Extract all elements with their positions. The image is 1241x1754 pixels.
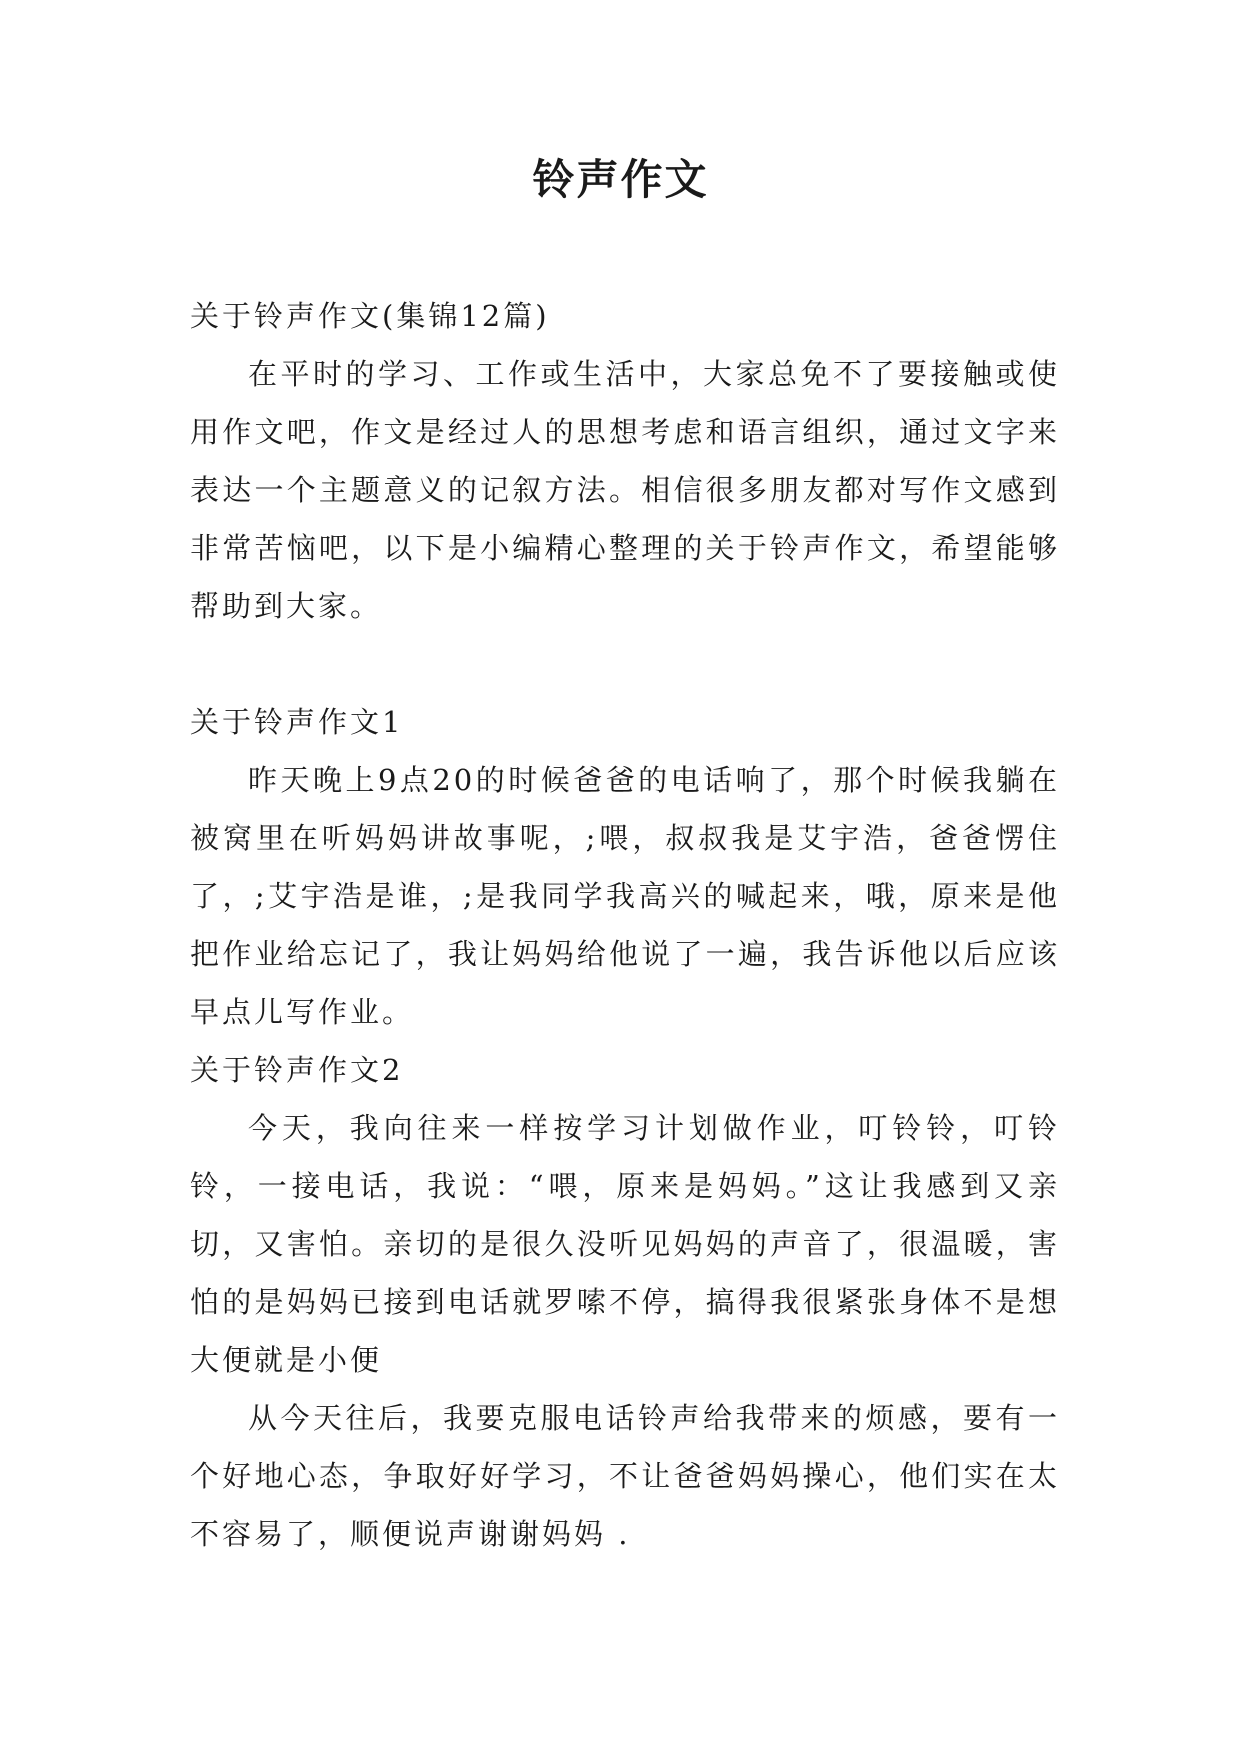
document-body (190, 287, 1060, 1563)
section-1-paragraph-1: 昨天晚上9点20的时候爸爸的电话响了，那个时候我躺在被窝里在听妈妈讲故事呢，;喂，叔叔我是艾宇浩，爸爸愣住了，;艾宇浩是谁，;是我同学我高兴的喊起来，哦，原来是他把作业给忘记了，我让妈妈给他说了一遍，我告诉他以后应该早点儿写作业。 (190, 763, 1060, 1029)
section-2-paragraph-2: 从今天往后，我要克服电话铃声给我带来的烦感，要有一个好地心态，争取好好学习，不让爸爸妈妈操心，他们实在太不容易了，顺便说声谢谢妈妈 . (190, 1401, 1060, 1551)
collection-subtitle: 关于铃声作文(集锦12篇) (190, 299, 550, 333)
intro-paragraph: 在平时的学习、工作或生活中，大家总免不了要接触或使用作文吧，作文是经过人的思想考虑和语言组织，通过文字来表达一个主题意义的记叙方法。相信很多朋友都对写作文感到非常苦恼吧，以下是小编精心整理的关于铃声作文，希望能够帮助到大家。 (190, 357, 1060, 623)
section-heading-2: 关于铃声作文2 (190, 1053, 404, 1087)
section-2-paragraph-1: 今天，我向往来一样按学习计划做作业，叮铃铃，叮铃铃，一接电话，我说：“喂，原来是妈妈。”这让我感到又亲切，又害怕。亲切的是很久没听见妈妈的声音了，很温暖，害怕的是妈妈已接到电话就罗嗦不停，搞得我很紧张身体不是想大便就是小便 (190, 1111, 1060, 1377)
document-title: 铃声作文 (532, 155, 709, 204)
section-heading-1: 关于铃声作文1 (190, 705, 404, 739)
section-spacer (190, 635, 1060, 693)
